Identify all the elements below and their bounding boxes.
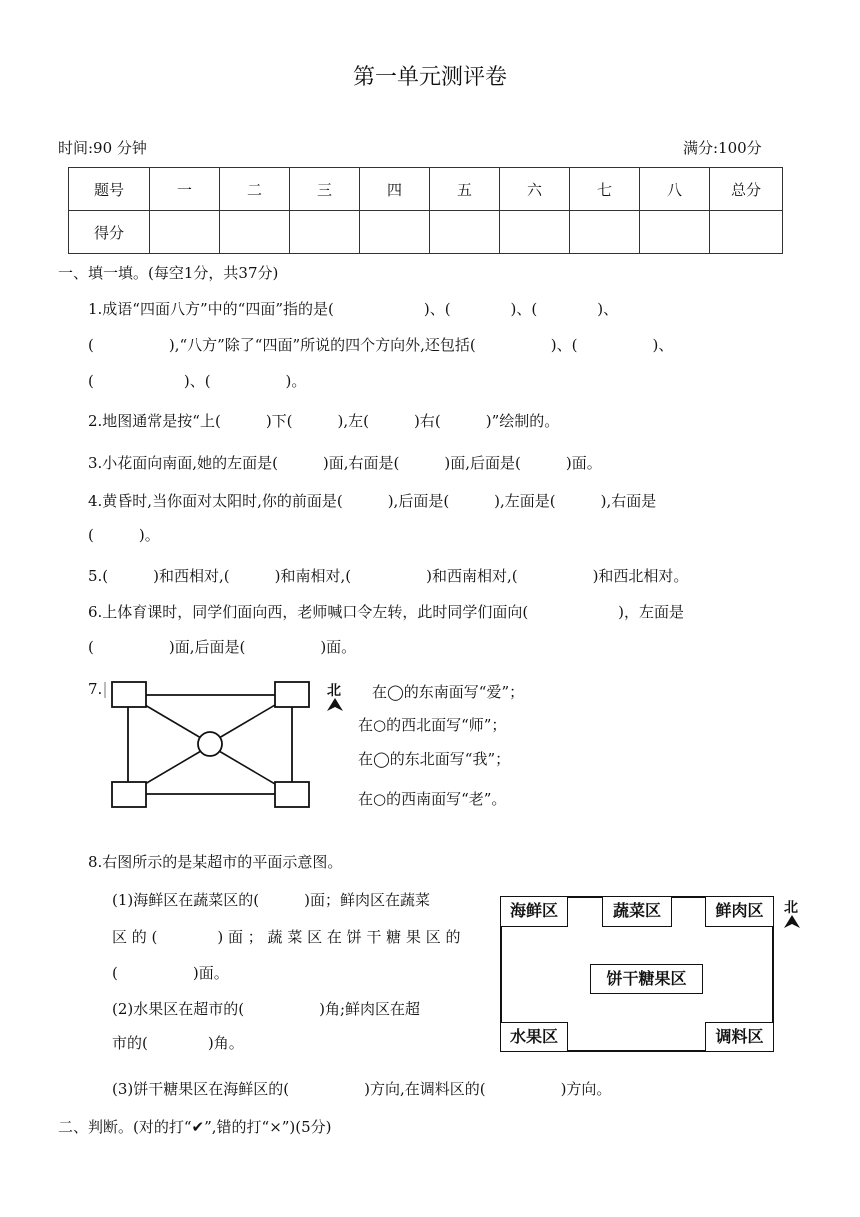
score-input-cell[interactable] xyxy=(430,211,500,254)
corner-box-sw[interactable] xyxy=(112,782,146,807)
question-8-intro: 8.右图所示的是某超市的平面示意图。 xyxy=(88,853,343,871)
table-header-cell: 八 xyxy=(640,168,710,211)
area-vegetables: 蔬菜区 xyxy=(602,896,672,927)
table-header-cell: 题号 xyxy=(69,168,150,211)
table-header-cell: 总分 xyxy=(710,168,783,211)
corner-box-ne[interactable] xyxy=(275,682,309,707)
table-header-cell: 二 xyxy=(220,168,290,211)
q7-instruction-3: 在◯的东北面写“我”； xyxy=(358,750,511,768)
score-input-cell[interactable] xyxy=(500,211,570,254)
score-table xyxy=(68,167,783,254)
table-header-cell: 一 xyxy=(150,168,220,211)
q7-instruction-2: 在○的西北面写“师”； xyxy=(358,716,507,734)
score-input-cell[interactable] xyxy=(220,211,290,254)
table-header-cell: 四 xyxy=(360,168,430,211)
q7-instruction-4: 在○的西南面写“老”。 xyxy=(358,790,507,808)
north-label: 北 xyxy=(327,683,341,699)
question-6-line-2: ( )面,后面是( )面。 xyxy=(88,638,357,656)
area-seafood: 海鲜区 xyxy=(500,896,568,927)
score-input-cell[interactable] xyxy=(570,211,640,254)
area-seasoning: 调料区 xyxy=(705,1022,774,1052)
page-title: 第一单元测评卷 xyxy=(352,65,507,90)
map-north-arrow-icon xyxy=(783,915,801,929)
full-score-label: 满分:100分 xyxy=(683,139,762,157)
area-fresh-meat: 鲜肉区 xyxy=(705,896,774,927)
q8-part-2-line-1: (2)水果区在超市的( )角;鲜肉区在超 xyxy=(112,1000,421,1018)
corner-box-se[interactable] xyxy=(275,782,309,807)
q7-instruction-1: 在◯的东南面写“爱”； xyxy=(372,683,525,701)
question-5: 5.( )和西相对,( )和南相对,( )和西南相对,( )和西北相对。 xyxy=(88,567,689,585)
time-label: 时间:90 分钟 xyxy=(58,139,147,157)
q8-part-2-line-2: 市的( )角。 xyxy=(112,1034,244,1052)
question-1-line-3: ( )、( )。 xyxy=(88,372,307,390)
question-7-diagram xyxy=(100,676,324,810)
question-2: 2.地图通常是按“上( )下( ),左( )右( )”绘制的。 xyxy=(88,412,560,430)
table-header-cell: 三 xyxy=(290,168,360,211)
table-row-label: 得分 xyxy=(69,211,150,254)
map-north-label: 北 xyxy=(784,900,798,916)
center-circle xyxy=(198,732,222,756)
question-4-line-1: 4.黄昏时,当你面对太阳时,你的前面是( ),后面是( ),左面是( ),右面是 xyxy=(88,492,657,510)
score-input-cell[interactable] xyxy=(360,211,430,254)
question-7-number: 7. xyxy=(88,680,103,698)
area-fruit: 水果区 xyxy=(500,1022,568,1052)
table-header-cell: 七 xyxy=(570,168,640,211)
q8-part-1-line-3: ( )面。 xyxy=(112,964,229,982)
score-input-cell[interactable] xyxy=(640,211,710,254)
score-input-cell[interactable] xyxy=(710,211,783,254)
question-6-line-1: 6.上体育课时，同学们面向西，老师喊口令左转，此时同学们面向( )，左面是 xyxy=(88,603,685,621)
question-1-line-1: 1.成语“四面八方”中的“四面”指的是( )、( )、( )、 xyxy=(88,300,619,318)
score-input-cell[interactable] xyxy=(150,211,220,254)
section-1-heading: 一、填一填。(每空1分，共37分) xyxy=(58,264,279,282)
section-2-heading: 二、判断。(对的打“✔”,错的打“×”)(5分) xyxy=(58,1118,332,1136)
table-header-cell: 五 xyxy=(430,168,500,211)
q8-part-3: (3)饼干糖果区在海鲜区的( )方向,在调料区的( )方向。 xyxy=(112,1080,612,1098)
table-header-cell: 六 xyxy=(500,168,570,211)
question-1-line-2: ( ),“八方”除了“四面”所说的四个方向外,还包括( )、( )、 xyxy=(88,336,674,354)
area-biscuits-candy: 饼干糖果区 xyxy=(590,964,703,994)
question-3: 3.小花面向南面,她的左面是( )面,右面是( )面,后面是( )面。 xyxy=(88,454,602,472)
question-4-line-2: ( )。 xyxy=(88,526,160,544)
score-table-score-row xyxy=(69,211,783,254)
corner-box-nw[interactable] xyxy=(112,682,146,707)
q8-part-1-line-2: 区 的 ( ) 面 ； 蔬 菜 区 在 饼 干 糖 果 区 的 xyxy=(112,928,461,946)
score-input-cell[interactable] xyxy=(290,211,360,254)
north-arrow-icon xyxy=(326,698,344,712)
q8-part-1-line-1: (1)海鲜区在蔬菜区的( )面；鲜肉区在蔬菜 xyxy=(112,891,430,909)
score-table-header-row xyxy=(69,168,783,211)
